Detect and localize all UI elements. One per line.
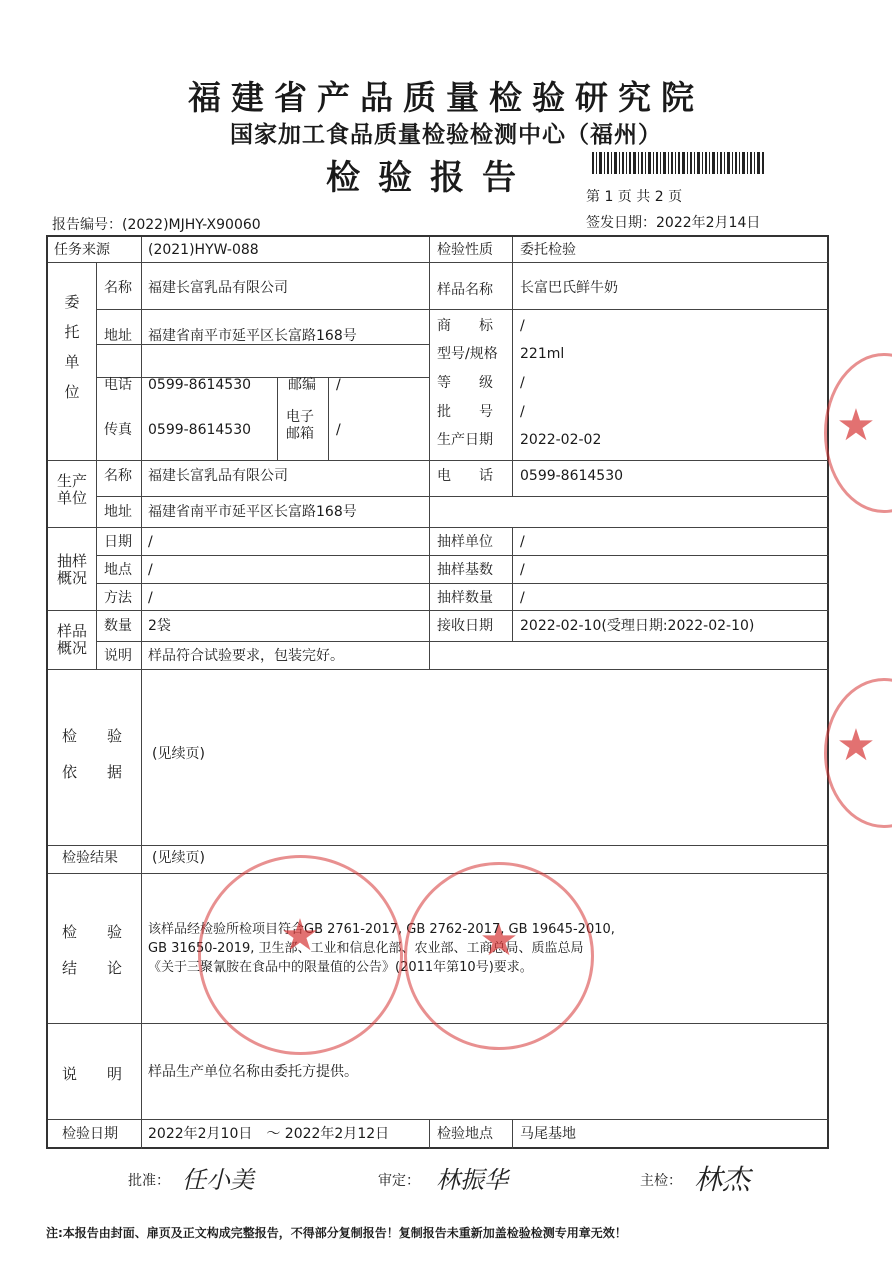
sample-name-label: 样品名称 [437, 282, 493, 298]
client-phone-label: 电话 [104, 377, 132, 393]
production-date-value: 2022-02-02 [520, 432, 602, 448]
receive-date-value: 2022-02-10(受理日期:2022-02-10) [520, 618, 755, 634]
conclusion-label-2: 结 论 [62, 959, 123, 977]
result-value: (见续页) [152, 850, 205, 866]
sample-overview-group-label: 样品概况 [56, 622, 87, 657]
remark-value: 样品生产单位名称由委托方提供。 [148, 1064, 358, 1080]
client-address-label: 地址 [104, 328, 132, 344]
sampling-date-label: 日期 [104, 534, 132, 550]
grade-value: / [520, 375, 525, 391]
producer-address-value: 福建省南平市延平区长富路168号 [148, 504, 357, 520]
barcode [592, 152, 766, 174]
sampling-quantity-label: 抽样数量 [437, 590, 493, 606]
producer-name-label: 名称 [104, 468, 132, 484]
batch-label: 批 号 [437, 404, 493, 420]
brand-value: / [520, 318, 525, 334]
basis-label-2: 依 据 [62, 763, 123, 781]
batch-value: / [520, 404, 525, 420]
sampling-method-label: 方法 [104, 590, 132, 606]
sampling-unit-label: 抽样单位 [437, 534, 493, 550]
sample-description-value: 样品符合试验要求，包装完好。 [148, 648, 344, 664]
client-postcode-value: / [336, 377, 341, 393]
approver-signature: 任小美 [182, 1166, 254, 1194]
model-value: 221ml [520, 346, 565, 362]
receive-date-label: 接收日期 [437, 618, 493, 634]
sample-quantity-value: 2袋 [148, 618, 171, 634]
report-number: 报告编号：(2022)MJHY-X90060 [52, 217, 261, 233]
task-source-label: 任务来源 [54, 242, 110, 258]
sample-description-label: 说明 [104, 648, 132, 664]
client-fax-value: 0599-8614530 [148, 422, 252, 438]
client-fax-label: 传真 [104, 422, 132, 438]
task-source-value: (2021)HYW-088 [148, 242, 259, 258]
sample-quantity-label: 数量 [104, 618, 132, 634]
remark-label: 说 明 [62, 1065, 123, 1083]
sampling-place-label: 地点 [104, 562, 132, 578]
report-footnote: 注:本报告由封面、扉页及正文构成完整报告，不得部分复制报告！复制报告未重新加盖检验检测专用章无效！ [46, 1226, 627, 1240]
conclusion-line-1: 该样品经检验所检项目符合GB 2761-2017, GB 2762-2017, GB 19645-2010, [148, 922, 615, 937]
inspection-nature-value: 委托检验 [520, 242, 576, 258]
brand-label: 商 标 [437, 318, 493, 334]
approver-label: 批准： [128, 1173, 170, 1189]
client-postcode-label: 邮编 [288, 377, 316, 393]
conclusion-line-3: 《关于三聚氰胺在食品中的限量值的公告》(2011年第10号)要求。 [148, 960, 533, 975]
client-phone-value: 0599-8614530 [148, 377, 252, 393]
inspection-place-label: 检验地点 [437, 1126, 493, 1142]
seal-star-icon: ★ [280, 910, 320, 961]
client-email-label: 电子邮箱 [286, 409, 314, 442]
producer-address-label: 地址 [104, 504, 132, 520]
seal-star-icon: ★ [836, 400, 876, 451]
conclusion-label-1: 检 验 [62, 923, 123, 941]
client-name-value: 福建长富乳品有限公司 [148, 280, 288, 296]
producer-name-value: 福建长富乳品有限公司 [148, 468, 288, 484]
production-date-label: 生产日期 [437, 432, 493, 448]
producer-phone-value: 0599-8614530 [520, 468, 624, 484]
conclusion-line-2: GB 31650-2019, 卫生部、工业和信息化部、农业部、工商总局、质监总局 [148, 941, 584, 956]
sample-name-value: 长富巴氏鲜牛奶 [520, 280, 618, 296]
client-address-value: 福建省南平市延平区长富路168号 [148, 328, 357, 344]
client-email-value: / [336, 422, 341, 438]
sampling-base-value: / [520, 562, 525, 578]
model-label: 型号/规格 [437, 346, 498, 362]
inspection-date-value: 2022年2月10日 ～ 2022年2月12日 [148, 1126, 390, 1142]
sampling-date-value: / [148, 534, 153, 550]
lead-inspector-label: 主检： [640, 1173, 682, 1189]
sampling-method-value: / [148, 590, 153, 606]
page-info: 第 1 页 共 2 页 [586, 189, 683, 205]
seal-star-icon: ★ [479, 915, 519, 966]
reviewer-label: 审定： [378, 1173, 420, 1189]
grade-label: 等 级 [437, 375, 493, 391]
result-label: 检验结果 [62, 850, 118, 866]
center-name: 国家加工食品质量检验检测中心（福州） [230, 122, 662, 148]
lead-inspector-signature: 林杰 [694, 1163, 751, 1196]
document-title: 检验报告 [326, 158, 534, 198]
client-name-label: 名称 [104, 280, 132, 296]
issue-date: 签发日期：2022年2月14日 [586, 215, 761, 231]
reviewer-signature: 林振华 [436, 1166, 508, 1194]
producer-phone-label: 电 话 [437, 468, 493, 484]
seal-star-icon: ★ [836, 720, 876, 771]
inspection-place-value: 马尾基地 [520, 1126, 576, 1142]
inspection-date-label: 检验日期 [62, 1126, 118, 1142]
sampling-unit-value: / [520, 534, 525, 550]
basis-label-1: 检 验 [62, 727, 123, 745]
basis-value: (见续页) [152, 746, 205, 762]
producer-group-label: 生产单位 [56, 472, 87, 507]
sampling-group-label: 抽样概况 [56, 552, 87, 587]
client-group-label: 委托单位 [64, 293, 80, 401]
sampling-base-label: 抽样基数 [437, 562, 493, 578]
sampling-place-value: / [148, 562, 153, 578]
inspection-nature-label: 检验性质 [437, 242, 493, 258]
institute-name: 福建省产品质量检验研究院 [188, 78, 704, 117]
sampling-quantity-value: / [520, 590, 525, 606]
